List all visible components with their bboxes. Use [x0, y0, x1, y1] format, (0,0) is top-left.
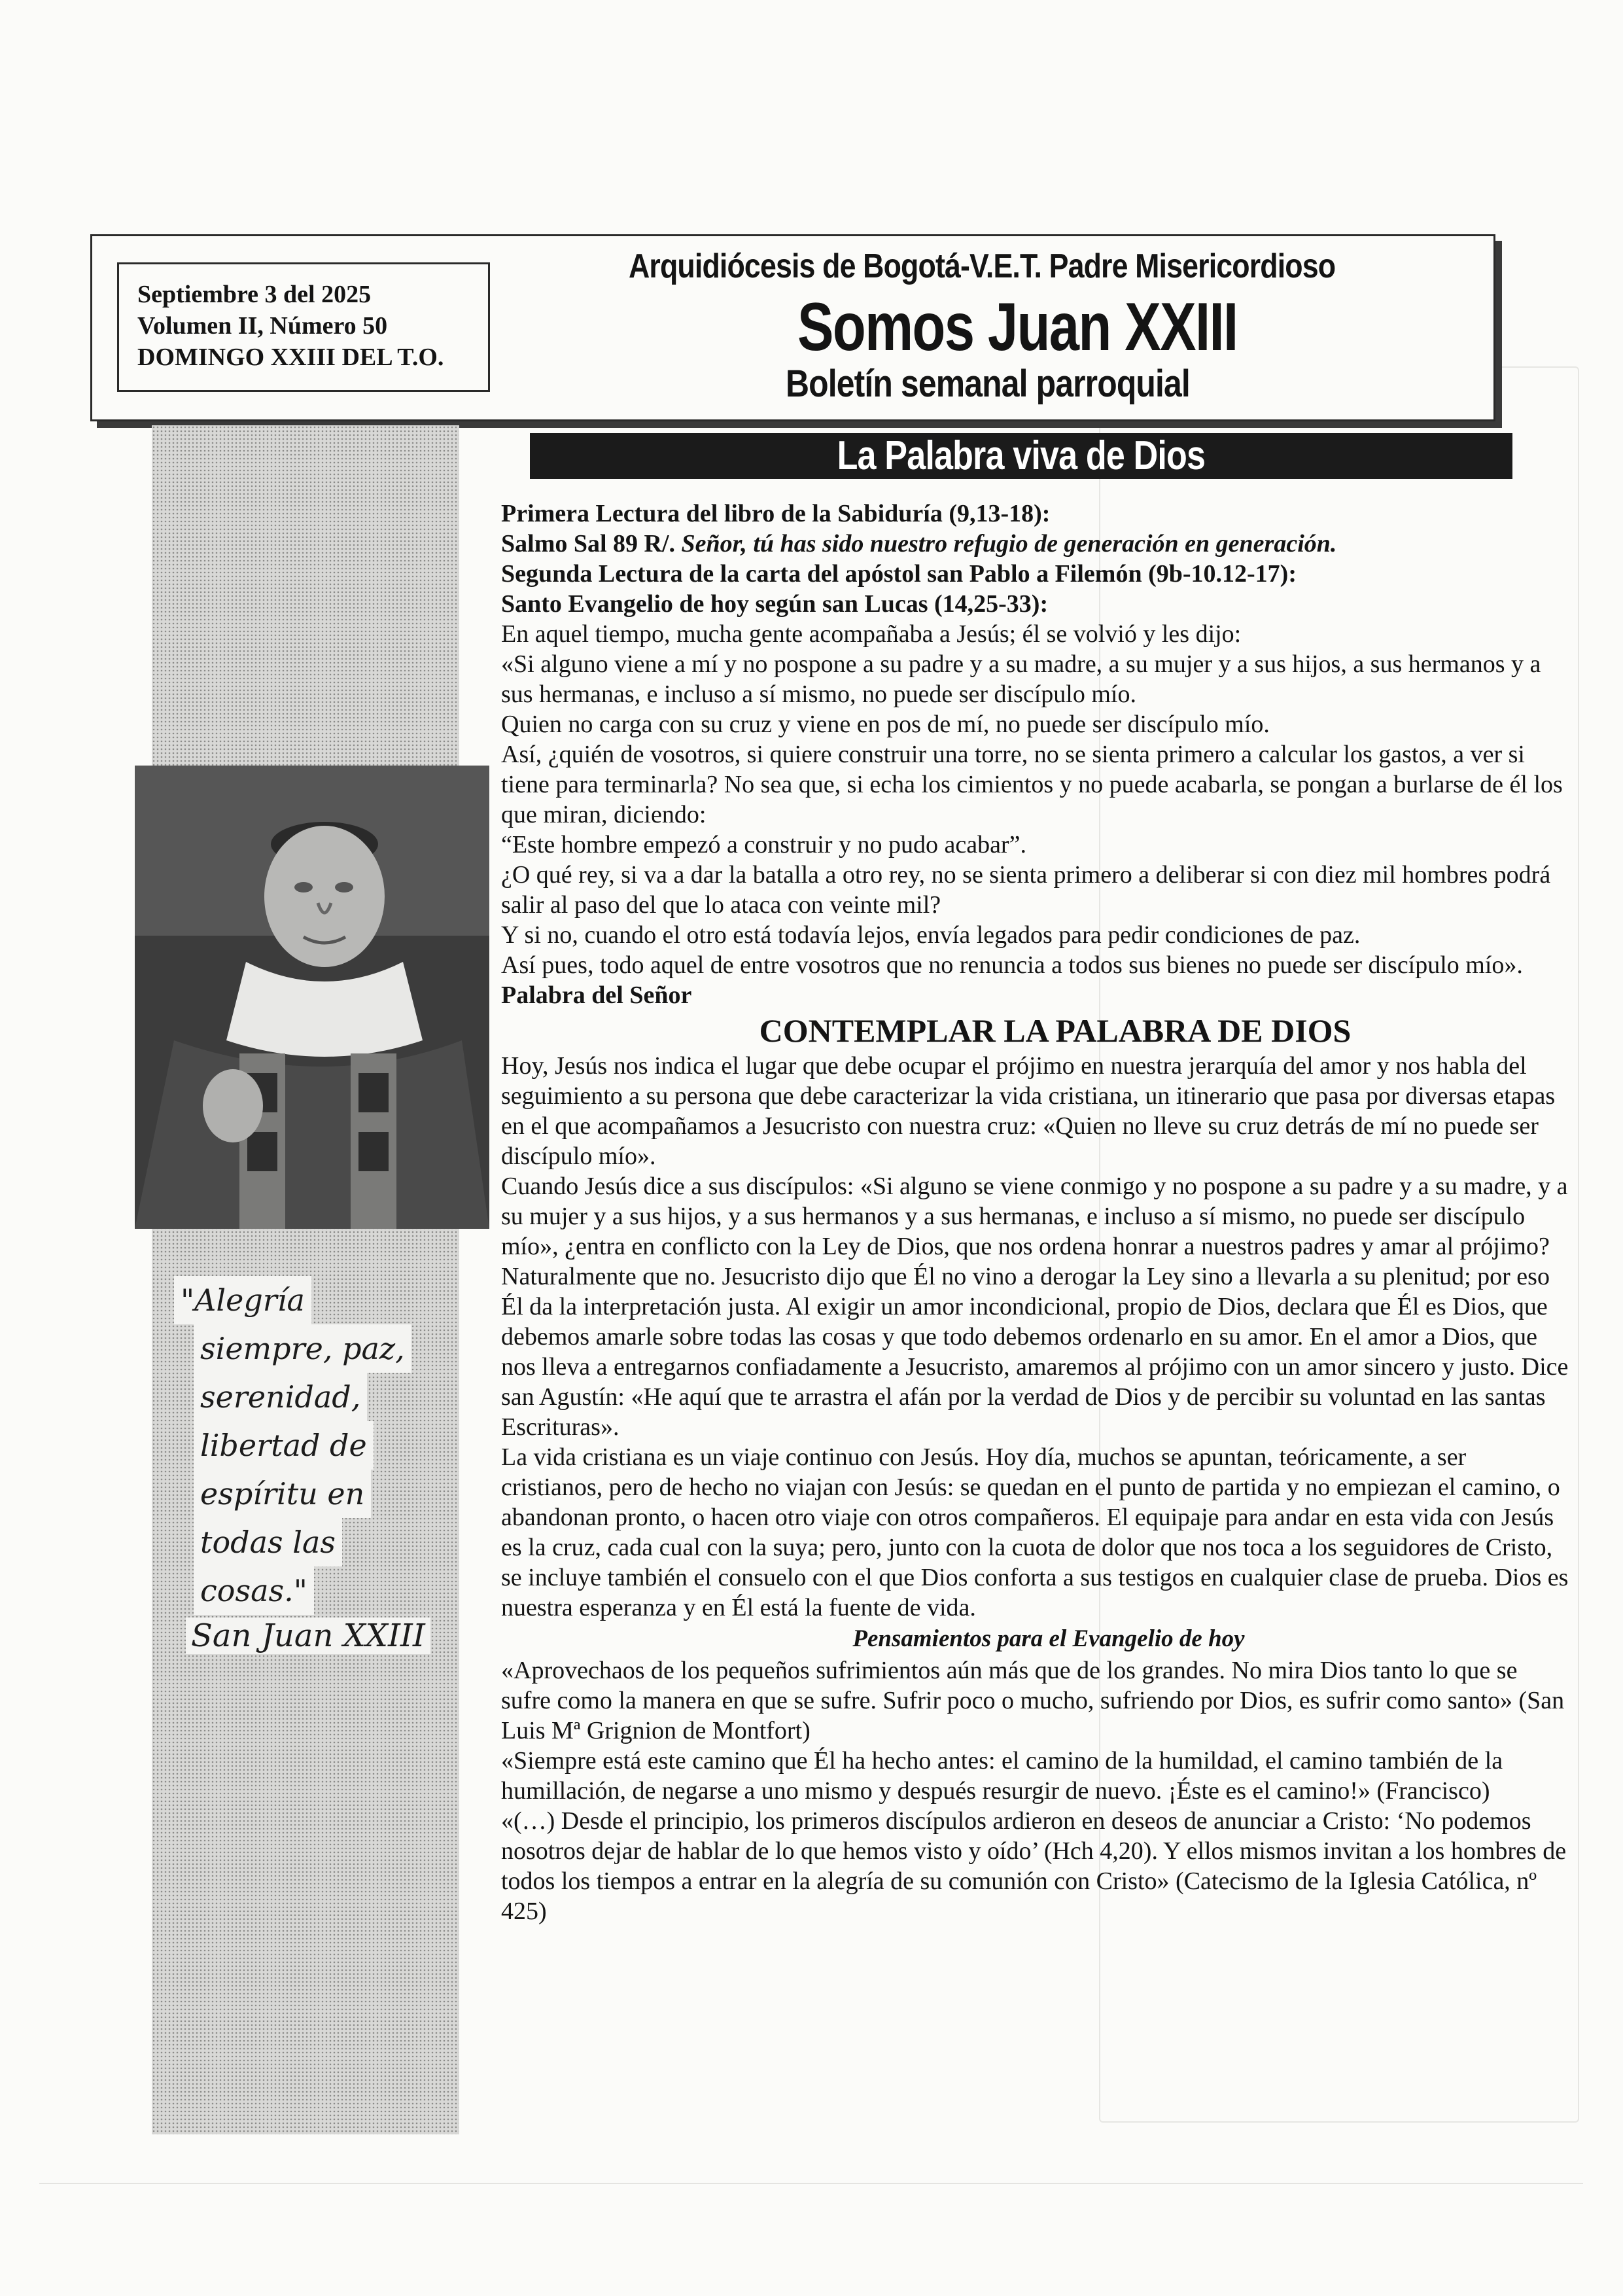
bulletin-title: Somos Juan XXIII: [797, 289, 1238, 365]
main-column: [501, 499, 1570, 1926]
pope-photo: [135, 766, 489, 1229]
reading-second: Segunda Lectura de la carta del apóstol san Pablo a Filemón (9b-10.12-17):: [501, 560, 1297, 588]
issue-date: Septiembre 3 del 2025: [137, 281, 372, 308]
issue-info-box: [117, 262, 490, 392]
issue-volume: Volumen II, Número 50: [137, 312, 388, 340]
quote-line: siempre, paz,: [194, 1324, 411, 1373]
gospel-paragraph: Quien no carga con su cruz y viene en pos de mí, no puede ser discípulo mío.: [501, 711, 1270, 738]
gospel-paragraph: «Si alguno viene a mí y no pospone a su padre y a su madre, a su mujer y a sus hijos, a sus hermanos y a sus hermanas, e incluso a sí mismo, no puede ser discípulo mío.: [501, 650, 1541, 708]
bulletin-subtitle: Boletín semanal parroquial: [786, 362, 1190, 405]
reading-first: Primera Lectura del libro de la Sabiduría (9,13-18):: [501, 500, 1051, 527]
page-bottom-rule: [39, 2183, 1583, 2184]
gospel-closing: Palabra del Señor: [501, 981, 692, 1009]
pensamiento-item: «Aprovechaos de los pequeños sufrimientos aún más que de los grandes. No mira Dios tanto lo que se sufre como la manera en que se sufre. Sufrir poco o mucho, sufriendo por Dios, es sufrir como santo» (San Luis Mª Grignion de Montfort): [501, 1657, 1565, 1744]
gospel-paragraph: “Este hombre empezó a construir y no pudo acabar”.: [501, 831, 1026, 858]
contemplar-heading: CONTEMPLAR LA PALABRA DE DIOS: [759, 1012, 1352, 1049]
quote-line: todas las: [194, 1518, 342, 1566]
contemplar-paragraph: Cuando Jesús dice a sus discípulos: «Si alguno se viene conmigo y no pospone a su padre y a su madre, y a su mujer y a sus hijos, y a sus hermanos y a sus hermanas, e incluso a sí mismo, no puede ser discípulo mío», ¿entra en conflicto con la Ley de Dios, que nos ordena honrar a nuestros padres y amar al prójimo? Naturalmente que no. Jesucristo dijo que Él no vino a derogar la Ley sino a llevarla a su plenitud; por eso Él da la interpretación justa. Al exigir un amor incondicional, propio de Dios, declara que Él es Dios, que debemos amarle sobre todas las cosas y que todo debemos ordenarlo en su amor. En el amor a Dios, que nos lleva a entregarnos confiadamente a Jesucristo, amaremos al prójimo con un amor sincero y justo. Dice san Agustín: «He aquí que te arrastra el afán por la verdad de Dios y de percibir su voluntad en las santas Escrituras».: [501, 1173, 1569, 1441]
pensamiento-item: «(…) Desde el principio, los primeros discípulos ardieron en deseos de anunciar a Cristo: ‘No podemos nosotros dejar de hablar de lo que hemos visto y oído’ (Hch 4,20). Y ellos mismos invitan a los hombres de todos los tiempos a entrar en la alegría de su comunión con Cristo» (Catecismo de la Iglesia Católica, nº 425): [501, 1807, 1567, 1925]
reading-psalm: [501, 529, 1570, 559]
reading-gospel: Santo Evangelio de hoy según san Lucas (14,25-33):: [501, 590, 1049, 618]
issue-sunday: DOMINGO XXIII DEL T.O.: [137, 344, 444, 371]
contemplar-paragraph: Hoy, Jesús nos indica el lugar que debe ocupar el prójimo en nuestra jerarquía del amor y nos habla del seguimiento a su persona que debe caracterizar la vida cristiana, un itinerario que pasa por diversas etapas en el que acompañamos a Jesucristo con nuestra cruz: «Quien no lleve su cruz detrás de mí no puede ser discípulo mío».: [501, 1052, 1556, 1170]
pensamiento-item: «Siempre está este camino que Él ha hecho antes: el camino de la humildad, el camino también de la humillación, de negarse a uno mismo y después resurgir de nuevo. ¡Éste es el camino!» (Francisco): [501, 1747, 1503, 1805]
quote-line: espíritu en: [194, 1470, 371, 1518]
gospel-paragraph: Así pues, todo aquel de entre vosotros que no renuncia a todos sus bienes no puede ser discípulo mío».: [501, 951, 1523, 979]
quote-line: serenidad,: [194, 1373, 367, 1421]
gospel-paragraph: ¿O qué rey, si va a dar la batalla a otro rey, no se sienta primero a deliberar si con diez mil hombres podrá salir al paso del que lo ataca con veinte mil?: [501, 861, 1551, 919]
section-banner: [530, 433, 1512, 479]
quote-author: San Juan XXIII: [186, 1617, 430, 1654]
pope-portrait-illustration: [135, 766, 489, 1229]
gospel-paragraph: Así, ¿quién de vosotros, si quiere construir una torre, no se sienta primero a calcular los gastos, a ver si tiene para terminarla? No sea que, si echa los cimientos y no puede acabarla, se pongan a burlarse de él los que miran, diciendo:: [501, 741, 1563, 828]
gospel-paragraph: En aquel tiempo, mucha gente acompañaba a Jesús; él se volvió y les dijo:: [501, 620, 1242, 648]
gospel-paragraph: Y si no, cuando el otro está todavía lejos, envía legados para pedir condiciones de paz.: [501, 921, 1361, 949]
psalm-label: Salmo Sal 89 R/.: [501, 530, 676, 557]
psalm-response: Señor, tú has sido nuestro refugio de generación en generación.: [681, 530, 1337, 557]
masthead: [90, 234, 1495, 421]
pope-quote: [174, 1276, 436, 1615]
archdiocese-line: Arquidiócesis de Bogotá-V.E.T. Padre Misericordioso: [629, 247, 1336, 285]
section-banner-title: La Palabra viva de Dios: [837, 433, 1206, 478]
quote-line: libertad de: [194, 1421, 374, 1470]
quote-line: "Alegría: [174, 1276, 311, 1324]
quote-line: cosas.": [194, 1566, 314, 1615]
pensamientos-heading: Pensamientos para el Evangelio de hoy: [852, 1625, 1245, 1652]
contemplar-paragraph: La vida cristiana es un viaje continuo con Jesús. Hoy día, muchos se apuntan, teóricamente, a ser cristianos, pero de hecho no viajan con Jesús: se quedan en el punto de partida y no empiezan el camino, o abandonan pronto, o hacen otro viaje con otros compañeros. El equipaje para andar en esta vida con Jesús es la cruz, cada cual con la suya; pero, junto con la cuota de dolor que nos toca a los seguidores de Cristo, se incluye también el consuelo con el que Dios conforta a sus testigos en cualquier clase de prueba. Dios es nuestra esperanza y en Él está la fuente de vida.: [501, 1443, 1569, 1621]
